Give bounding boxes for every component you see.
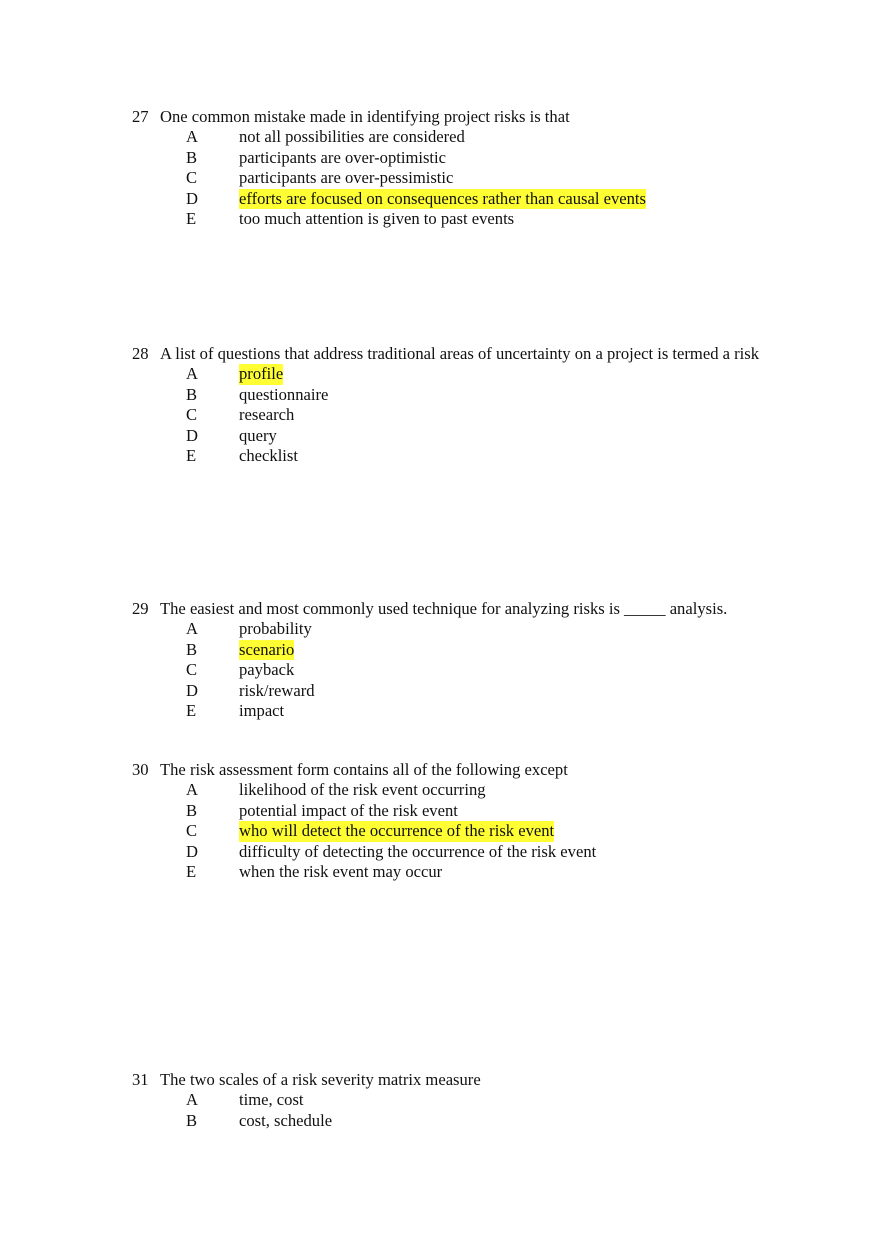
answer-option-e <box>132 209 782 230</box>
question-header <box>132 1070 782 1090</box>
option-letter: E <box>186 209 197 229</box>
option-letter: A <box>186 780 198 799</box>
option-letter: E <box>186 701 197 721</box>
option-text-highlighted: profile <box>239 364 284 383</box>
question-header <box>132 344 782 364</box>
question-header <box>132 107 782 127</box>
option-letter: C <box>186 405 198 425</box>
question-number: 31 <box>132 1070 149 1089</box>
question-header <box>132 760 782 780</box>
option-text: difficulty of detecting the occurrence of the risk event <box>239 841 597 861</box>
option-text: when the risk event may occur <box>239 862 443 882</box>
option-letter: D <box>186 841 198 861</box>
option-letter: A <box>186 364 198 383</box>
option-text: participants are over-optimistic <box>239 147 447 167</box>
option-text: research <box>239 405 295 425</box>
answer-option-e <box>132 862 782 883</box>
question-29 <box>132 599 782 722</box>
answer-options <box>132 127 782 230</box>
option-text: payback <box>239 660 295 680</box>
answer-option-a <box>132 1090 782 1111</box>
answer-option-a <box>132 127 782 148</box>
option-letter: B <box>186 384 198 404</box>
question-number: 29 <box>132 599 149 618</box>
question-header <box>132 599 782 619</box>
option-text: participants are over-pessimistic <box>239 168 454 188</box>
option-letter: C <box>186 168 198 188</box>
option-text: risk/reward <box>239 680 315 700</box>
option-letter: C <box>186 821 198 841</box>
answer-option-d <box>132 426 782 447</box>
option-letter: A <box>186 127 198 146</box>
option-letter: E <box>186 446 197 466</box>
option-text: too much attention is given to past events <box>239 209 515 229</box>
answer-options <box>132 364 782 467</box>
answer-option-a <box>132 780 782 801</box>
option-letter: B <box>186 639 198 659</box>
option-text-highlighted: who will detect the occurrence of the risk event <box>239 821 555 841</box>
question-number: 27 <box>132 107 149 126</box>
answer-option-d <box>132 681 782 702</box>
answer-option-c <box>132 405 782 426</box>
answer-option-d <box>132 189 782 210</box>
option-text: likelihood of the risk event occurring <box>239 780 486 799</box>
answer-option-a <box>132 619 782 640</box>
option-text-highlighted: efforts are focused on consequences rather than causal events <box>239 188 646 208</box>
question-27 <box>132 107 782 230</box>
option-letter: D <box>186 188 198 208</box>
option-text: cost, schedule <box>239 1110 333 1130</box>
question-31 <box>132 1070 782 1131</box>
answer-option-c <box>132 821 782 842</box>
option-text: not all possibilities are considered <box>239 127 465 146</box>
option-text: impact <box>239 701 285 721</box>
option-letter: B <box>186 800 198 820</box>
option-text: probability <box>239 619 312 638</box>
answer-option-e <box>132 701 782 722</box>
answer-option-d <box>132 842 782 863</box>
answer-options <box>132 619 782 722</box>
answer-option-c <box>132 660 782 681</box>
question-30 <box>132 760 782 883</box>
question-text: One common mistake made in identifying project risks is that <box>160 107 570 126</box>
option-letter: E <box>186 862 197 882</box>
answer-options <box>132 1090 782 1131</box>
question-number: 30 <box>132 760 149 779</box>
question-text: The two scales of a risk severity matrix measure <box>160 1070 481 1089</box>
question-text: The risk assessment form contains all of the following except <box>160 760 568 779</box>
option-letter: A <box>186 619 198 638</box>
option-letter: D <box>186 680 198 700</box>
option-text: checklist <box>239 446 298 466</box>
option-text-highlighted: scenario <box>239 639 295 659</box>
answer-option-e <box>132 446 782 467</box>
option-text: questionnaire <box>239 384 329 404</box>
option-letter: A <box>186 1090 198 1109</box>
option-text: potential impact of the risk event <box>239 800 458 820</box>
answer-option-c <box>132 168 782 189</box>
option-text: time, cost <box>239 1090 304 1109</box>
question-28 <box>132 344 782 467</box>
answer-option-a <box>132 364 782 385</box>
question-text: The easiest and most commonly used technique for analyzing risks is _____ analysis. <box>160 599 728 618</box>
answer-options <box>132 780 782 883</box>
option-text: query <box>239 425 277 445</box>
question-number: 28 <box>132 344 149 363</box>
answer-option-b <box>132 801 782 822</box>
option-letter: B <box>186 147 198 167</box>
answer-option-b <box>132 1111 782 1132</box>
option-letter: B <box>186 1110 198 1130</box>
answer-option-b <box>132 148 782 169</box>
option-letter: C <box>186 660 198 680</box>
answer-option-b <box>132 385 782 406</box>
option-letter: D <box>186 425 198 445</box>
question-text: A list of questions that address traditional areas of uncertainty on a project is termed a risk <box>160 344 760 363</box>
answer-option-b <box>132 640 782 661</box>
